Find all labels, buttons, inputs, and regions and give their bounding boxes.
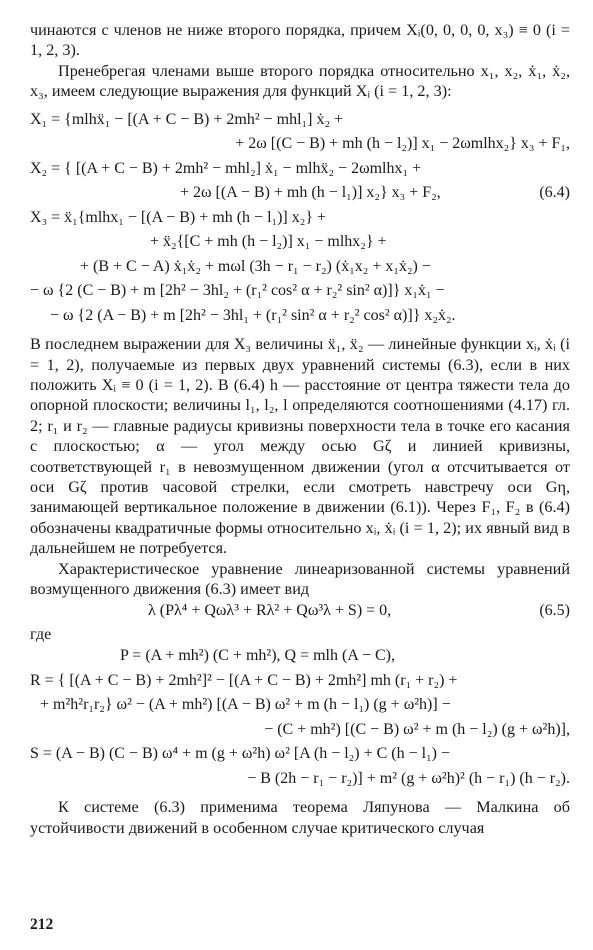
page-number: 212 [30,916,54,933]
equation-x3-line1: X₃ = ẍ₁{mlhx₁ − [(A − B) + mh (h − l₁)] x₂} + [30,208,327,226]
equation-s-line1: S = (A − B) (C − B) ω⁴ + m (g + ω²h) ω² [A (h − l₂) + C (h − l₁) − [30,745,451,763]
equation-6-5 [30,599,570,624]
equation-r-line3: − (C + mh²) [(C − B) ω² + m (h − l₂) (g + ω²h)], [264,720,570,738]
equation-x3-line4: − ω {2 (C − B) + m [2h² − 3hl₂ + (r₁² cos² α + r₂² sin² α)]} x₁ẋ₁ − [30,282,445,300]
coefficients-block [30,644,570,791]
paragraph-characteristic: Характеристическое уравнение линеаризованной системы уравнений возмущенного движения (6.3) имеет вид [30,559,570,598]
paragraph-lyapunov: К системе (6.3) применима теорема Ляпунова — Малкина об устойчивости движений в особенном случае критического случая [30,798,570,837]
equation-6-4 [30,108,570,206]
equation-r-line1: R = { [(A + C − B) + 2mh²]² − [(A + C − B) + 2mh²] mh (r₁ + r₂) + [30,671,458,689]
equation-p-q: P = (A + mh²) (C + mh²), Q = mlh (A − C), [120,647,396,665]
equation-number-6-4: (6.4) [539,184,570,202]
equation-x3-line5: − ω {2 (A − B) + m [2h² − 3hl₁ + (r₁² sin² α + r₂² cos² α)]} x₂ẋ₂. [50,306,456,324]
equation-x1-line1: X₁ = {mlhẍ₁ − [(A + C − B) + 2mh² − mhl₁] ẋ₂ + [30,110,344,128]
equation-x2-line1: X₂ = { [(A + C − B) + 2mh² − mhl₂] ẋ₁ − mlhẍ₂ − 2ωmlhx₁ + [30,159,422,177]
equation-number-6-5: (6.5) [539,602,570,620]
equation-s-line2: − B (2h − r₁ − r₂)] + m² (g + ω²h)² (h − r₁) (h − r₂). [247,769,570,787]
equation-x1-line2: + 2ω [(C − B) + mh (h − l₂)] x₁ − 2ωmlhx₂} x₃ + F₁, [235,135,570,153]
paragraph-explanation: В последнем выражении для X₃ величины ẍ₁, ẍ₂ — линейные функции xᵢ, ẋᵢ (i = 1, 2), получаемые из первых двух уравнений системы (6.3), если в них положить Xᵢ ≡ 0 (i = 1, 2). В (6.4) h — расстояние от центра тяжести тела до опорной плоскости; величины l₁, l₂, l определяются соотношениями (4.17) гл. 2; r₁ и r₂ — главные радиусы кривизны поверхности тела в точке его касания с плоскостью; α — угол между осью Gζ и линией кривизны, соответствующей r₁ в невозмущенном движении (угол α отсчитывается от оси Gζ против часовой стрелки, если смотреть навстречу оси Gη, занимающей вертикальное положение в движении (6.1)). Через F₁, F₂ в (6.4) обозначены квадратичные формы относительно xᵢ, ẋᵢ (i = 1, 2); их явный вид в дальнейшем не потребуется. [30,335,570,558]
equation-r-line2: + m²h²r₁r₂} ω² − (A + mh²) [(A − B) ω² + m (h − l₁) (g + ω²h)] − [40,696,451,714]
equation-x3-line3: + (B + C − A) ẋ₁ẋ₂ + mωl (3h − r₁ − r₂) (ẋ₁x₂ + x₁ẋ₂) − [80,257,431,275]
equation-x3 [30,206,570,329]
equation-characteristic: λ (Pλ⁴ + Qωλ³ + Rλ² + Qω³λ + S) = 0, [148,602,392,620]
paragraph-neglect-terms: Пренебрегая членами выше второго порядка относительно x₁, x₂, ẋ₁, ẋ₂, x₃, имеем следующие выражения для функций Xᵢ (i = 1, 2, 3): [30,61,570,101]
page-body [30,20,570,838]
paragraph-where: где [30,624,52,643]
paragraph-continuation: чинаются с членов не ниже второго порядка, причем Xᵢ(0, 0, 0, 0, x₃) ≡ 0 (i = 1, 2, 3). [30,21,570,60]
equation-x2-line2: + 2ω [(A − B) + mh (h − l₁)] x₂} x₃ + F₂, [180,184,441,202]
equation-x3-line2: + ẍ₂{[C + mh (h − l₂)] x₁ − mlhx₂} + [150,233,387,251]
equation-x2-line2-row [30,181,570,206]
